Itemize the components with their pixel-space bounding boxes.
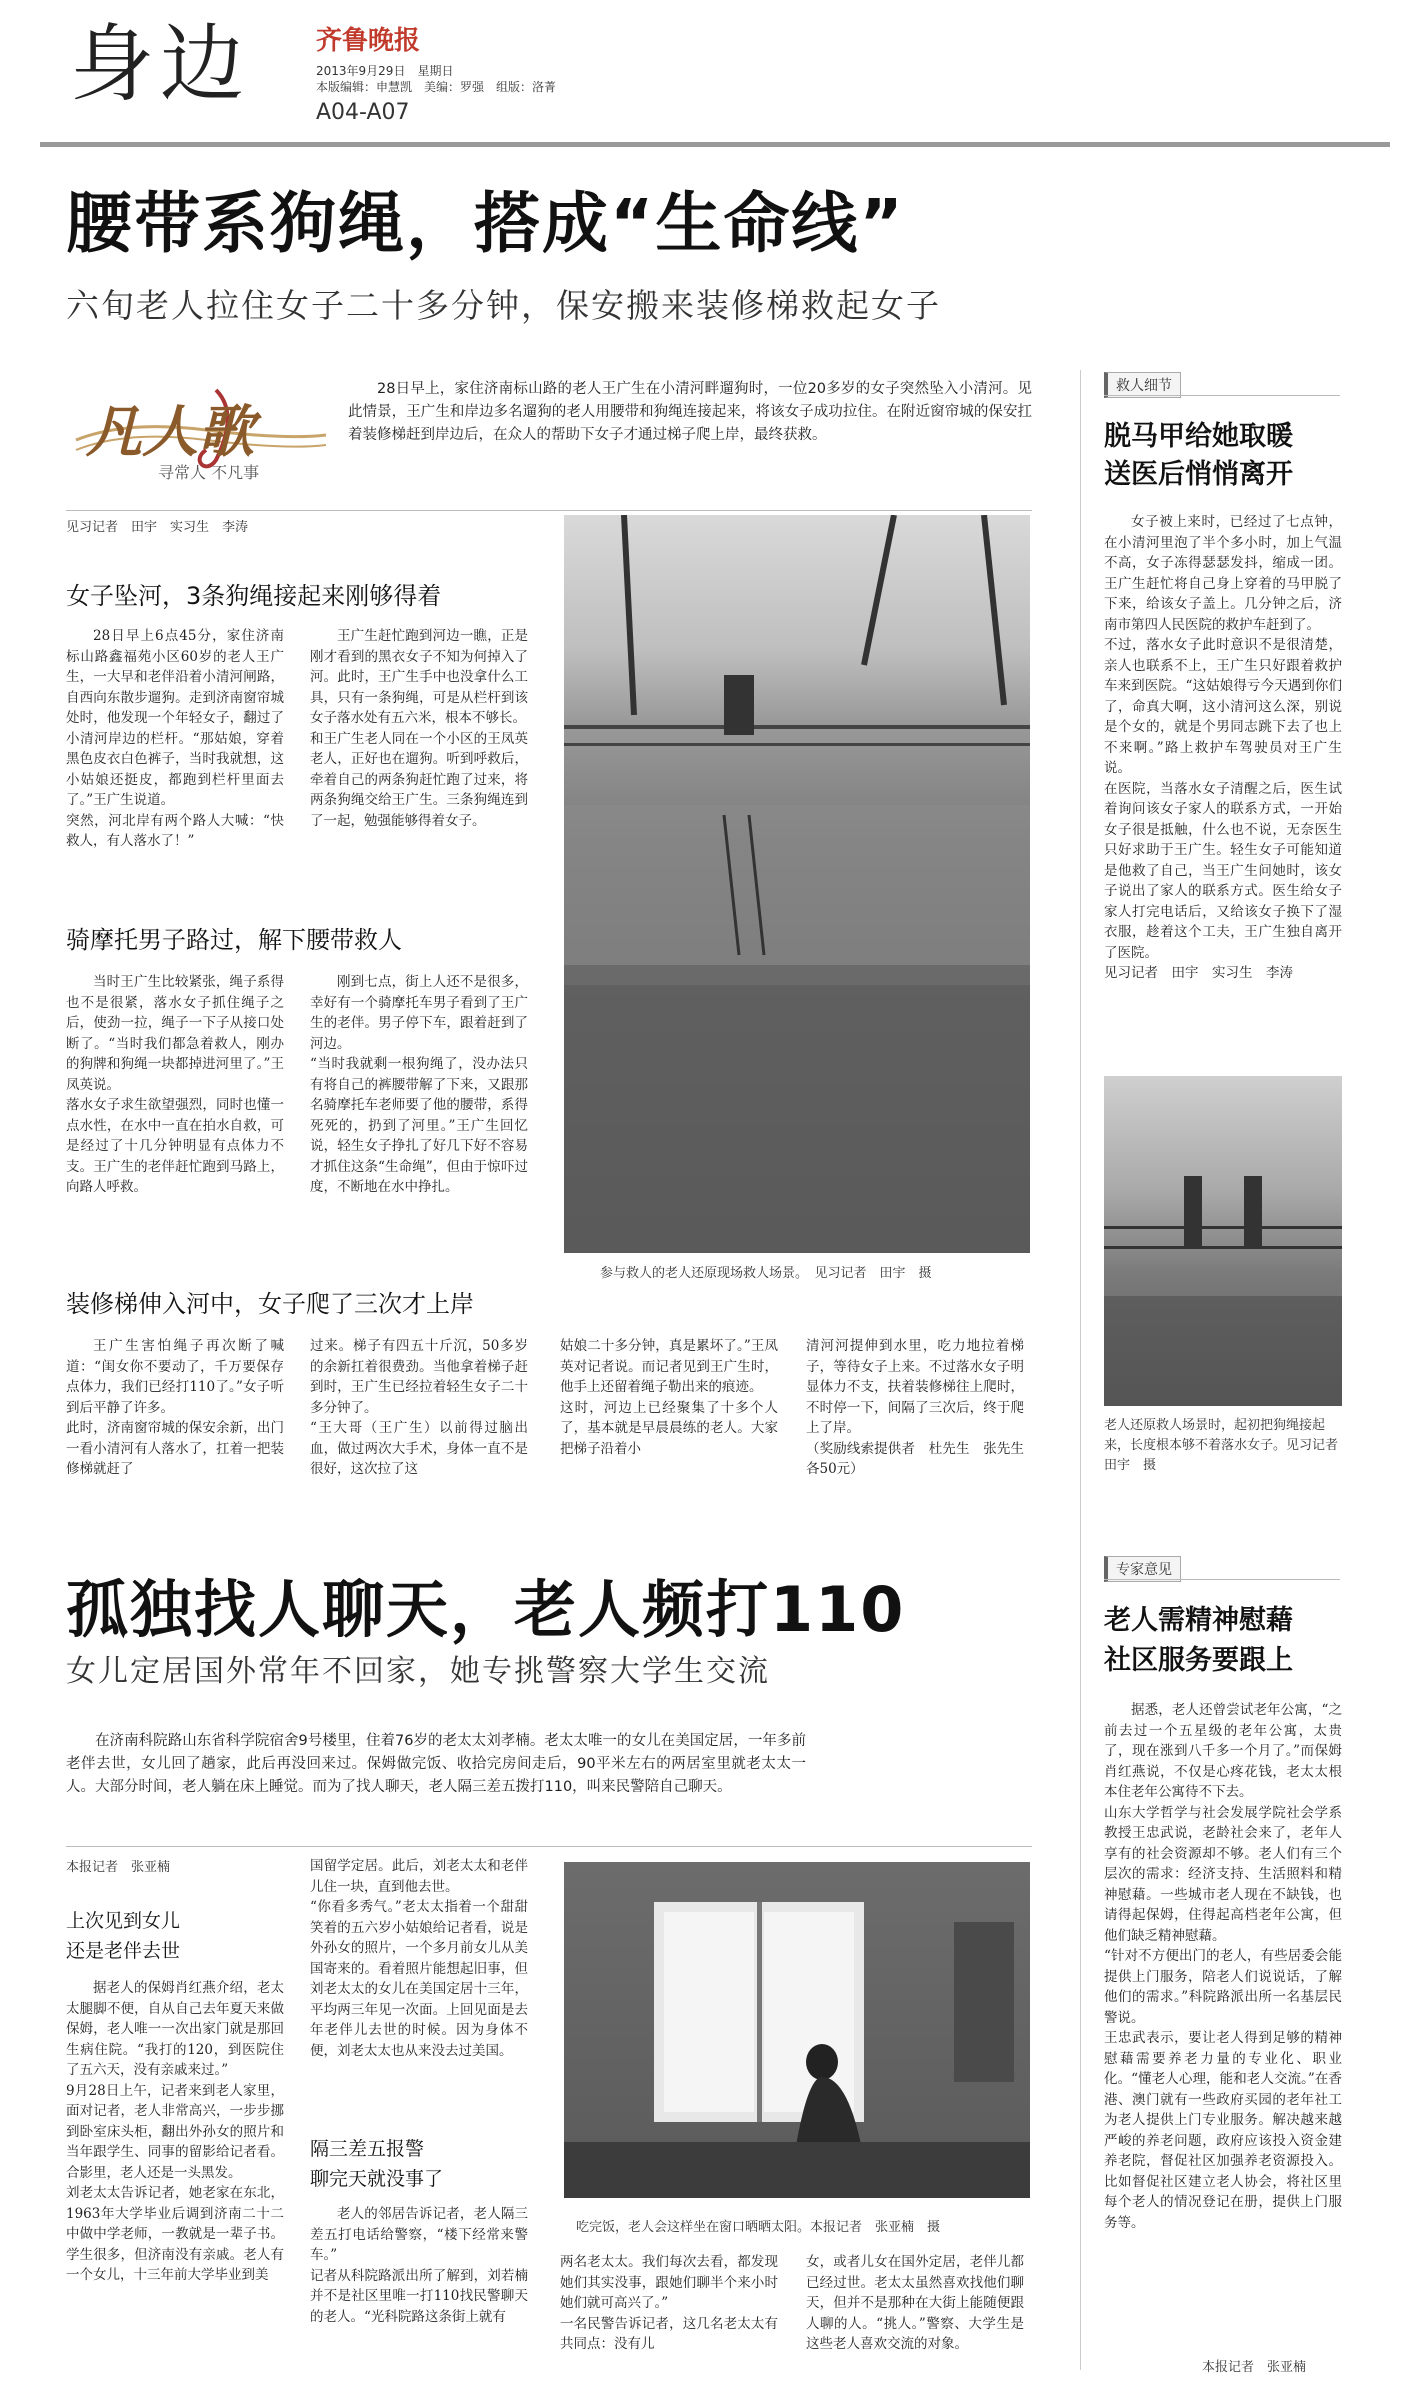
elderly-woman-photo <box>564 1862 1030 2198</box>
sidebar1-photo-caption: 老人还原救人场景时，起初把狗绳接起来，长度根本够不着落水女子。见习记者 田宇 摄 <box>1104 1418 1352 1473</box>
story2-headline: 孤独找人聊天，老人频打110 <box>66 1573 906 1646</box>
story2-lead: 在济南科院路山东省科学院宿舍9号楼里，住着76岁的老太太刘孝楠。老太太唯一的女儿在美国定居，一年多前老伴去世，女儿回了趟家，此后再没回来过。保姆做完饭、收拾完房间走后，90平米左右的两居室里就老太太一人。大部分时间，老人躺在床上睡觉。而为了找人聊天，老人隔三差五拨打110，叫来民警陪自己聊天。 <box>66 1733 806 1795</box>
story2-col2b: 老人的邻居告诉记者，老人隔三差五打电话给警察，“楼下经常来警车。” 记者从科院路派出所了解到，刘若楠并不是社区里唯一打110找民警聊天的老人。“光科院路这条街上就有 <box>310 2206 528 2325</box>
story1-subheadline: 六旬老人拉住女子二十多分钟，保安搬来装修梯救起女子 <box>66 286 941 325</box>
photo-scene-graphic <box>564 1862 1030 2198</box>
story2-byline: 本报记者 张亚楠 <box>66 1860 171 1875</box>
story1-col1b: 当时王广生比较紧张，绳子系得也不是很紧，落水女子抓住绳子之后，使劲一拉，绳子一下子从接口处断了。“当时我们都急着救人，刚办的狗牌和狗绳一块都掉进河里了。”王凤英说。 落水女子求生欲望强烈，同时也懂一点水性，在水中一直在拍水自救，可是经过了十几分钟明显有点体力不支。王广生的老伴赶忙跑到马路上，向路人呼救。 <box>66 974 284 1195</box>
masthead-rule <box>40 142 1390 147</box>
story1-col1a: 28日早上6点45分，家住济南标山路鑫福苑小区60岁的老人王广生，一大早和老伴沿着小清河闸路，自西向东散步遛狗。走到济南窗帘城处时，他发现一个年轻女子，翻过了小清河岸边的栏杆。“那姑娘，穿着黑色皮衣白色裤子，当时我就想，这小姑娘还挺皮，都跑到栏杆里面去了。”王广生说道。 突然，河北岸有两个路人大喊：“快救人，有人落水了！” <box>66 628 284 849</box>
sidebar1-headline-1: 脱马甲给她取暖 <box>1104 421 1293 452</box>
story2-subheadline: 女儿定居国外常年不回家，她专挑警察大学生交流 <box>66 1654 770 1689</box>
story1-subhead-1: 女子坠河，3条狗绳接起来刚够得着 <box>66 582 442 610</box>
rescue-scene-photo <box>564 515 1030 1253</box>
story2-bot3: 两名老太太。我们每次去看，都发现她们其实没事，跟她们聊半个来小时她们就可高兴了。” 一名民警告诉记者，这几名老太太有共同点：没有儿 <box>560 2254 778 2352</box>
column-logo-tagline: 寻常人 不凡事 <box>158 463 260 482</box>
story1-col2a: 王广生赶忙跑到河边一瞧，正是刚才看到的黑衣女子不知为何掉入了河。此时，王广生手中也没拿什么工具，只有一条狗绳，可是从栏杆到该女子落水处有五六米，根本不够长。 和王广生老人同在一个小区的王凤英老人，正好也在遛狗。听到呼救后，牵着自己的两条狗赶忙跑了过来，将两条狗绳交给王广生。三条狗绳连到了一起，勉强能够得着女子。 <box>310 628 528 829</box>
story1-subhead-2: 骑摩托男子路过，解下腰带救人 <box>66 926 402 954</box>
issue-date: 2013年9月29日 星期日 <box>316 64 454 78</box>
photo-scene-graphic <box>1104 1076 1342 1406</box>
story1-lead: 28日早上，家住济南标山路的老人王广生在小清河畔遛狗时，一位20多岁的女子突然坠入小清河。见此情景，王广生和岸边多名遛狗的老人用腰带和狗绳连接起来，将该女子成功拉住。在附近窗帘城的保安扛着装修梯赶到岸边后，在众人的帮助下女子才通过梯子爬上岸，最终获救。 <box>348 381 1032 443</box>
story2-bot4: 女，或者儿女在国外定居，老伴儿都已经过世。老太太虽然喜欢找他们聊天，但并不是那种在大街上能随便跟人聊的人。“挑人。”警察、大学生是这些老人喜欢交流的对象。 <box>806 2254 1024 2352</box>
sidebar1-photo <box>1104 1076 1342 1406</box>
rule <box>1104 395 1340 396</box>
newspaper-brand: 齐鲁晚报 <box>316 26 421 56</box>
rule <box>66 510 1032 511</box>
column-divider <box>1080 370 1081 2370</box>
column-logo <box>66 380 328 490</box>
sidebar2-byline: 本报记者 张亚楠 <box>1202 2360 1307 2375</box>
story2-subhead-2b: 聊完天就没事了 <box>310 2168 444 2190</box>
rule <box>1104 1579 1340 1580</box>
story1-bot2: 过来。梯子有四五十斤沉，50多岁的余新扛着很费劲。当他拿着梯子赶到时，王广生已经拉着轻生女子二十多分钟了。 “王大哥（王广生）以前得过脑出血，做过两次大手术，身体一直不是很好，这次拉了这 <box>310 1338 528 1477</box>
story1-bot3: 姑娘二十多分钟，真是累坏了。”王凤英对记者说。而记者见到王广生时，他手上还留着绳子勒出来的痕迹。 这时，河边上已经聚集了十多个人了，基本就是早晨晨练的老人。大家把梯子沿着小 <box>560 1338 778 1457</box>
sidebar2-headline-2: 社区服务要跟上 <box>1104 1645 1293 1676</box>
story2-col1: 据老人的保姆肖红燕介绍，老太太腿脚不便，自从自己去年夏天来做保姆，老人唯一一次出家门就是那回生病住院。“我打的120，到医院住了五六天，没有亲戚来过。” 9月28日上午，记者来到老人家里，面对记者，老人非常高兴，一步步挪到卧室床头柜，翻出外孙女的照片和当年跟学生、同事的留影给记者看。合影里，老人还是一头黑发。 刘老太太告诉记者，她老家在东北，1963年大学毕业后调到济南二十二中做中学老师，一教就是一辈子书。学生很多，但济南没有亲戚。老人有一个女儿，十三年前大学毕业到美 <box>66 1980 284 2283</box>
story1-byline: 见习记者 田宇 实习生 李涛 <box>66 520 249 535</box>
story1-subhead-3: 装修梯伸入河中，女子爬了三次才上岸 <box>66 1290 474 1318</box>
sidebar2-text: 据悉，老人还曾尝试老年公寓，“之前去过一个五星级的老年公寓，太贵了，现在涨到八千多一个月了。”而保姆肖红燕说，不仅是心疼花钱，老太太根本住老年公寓待不下去。 山东大学哲学与社会发展学院社会学系教授王忠武说，老龄社会来了，老年人享有的社会资源却不够。老人们有三个层次的需求：经济支持、生活照料和精神慰藉。一些城市老人现在不缺钱，也请得起保姆，住得起高档老年公寓，但他们缺乏精神慰藉。 “针对不方便出门的老人，有些居委会能提供上门服务，陪老人们说说话，了解他们的需求。”科院路派出所一名基层民警说。 王忠武表示，要让老人得到足够的精神慰藉需要养老力量的专业化、职业化。“懂老人心理，能和老人交流。”在香港、澳门就有一些政府买园的老年社工为老人提供上门专业服务。解决越来越严峻的养老问题，政府应该投入资金建养老院，督促社区加强养老资源投入。比如督促社区建立老人协会，将社区里每个老人的情况登记在册，提供上门服务等。 <box>1104 1702 1342 2231</box>
sidebar1-text: 女子被上来时，已经过了七点钟，在小清河里泡了半个多小时，加上气温不高，女子冻得瑟瑟发抖，缩成一团。王广生赶忙将自己身上穿着的马甲脱了下来，给该女子盖上。几分钟之后，济南市第四人民医院的救护车赶到了。 不过，落水女子此时意识不是很清楚，亲人也联系不上，王广生只好跟着救护车来到医院。“这姑娘得亏今天遇到你们了，命真大啊，这小清河这么深，别说是个女的，就是个男同志跳下去了也上不来啊。”路上救护车驾驶员对王广生说。 在医院，当落水女子清醒之后，医生试着询问该女子家人的联系方式，一开始女子很是抵触，什么也不说，无奈医生只好求助于王广生。轻生女子可能知道是他救了自己，当王广生问她时，该女子说出了家人的联系方式。医生给女子家人打完电话后，又给该女子换下了湿衣服，趁着这个工夫，王广生独自离开了医院。 见习记者 田宇 实习生 李涛 <box>1104 514 1342 981</box>
story1-bot4: 清河河提伸到水里，吃力地拉着梯子，等待女子上来。不过落水女子明显体力不支，扶着装修梯往上爬时，不时停一下，间隔了三次后，终于爬上了岸。 （奖励线索提供者 杜先生 张先生 各50元） <box>806 1338 1024 1477</box>
sidebar1-headline-2: 送医后悄悄离开 <box>1104 459 1293 490</box>
sidebar1-tag: 救人细节 <box>1104 372 1181 398</box>
sidebar2-headline-1: 老人需精神慰藉 <box>1104 1605 1293 1636</box>
story1-bot1: 王广生害怕绳子再次断了喊道：“闺女你不要动了，千万要保存点体力，我们已经打110了。”女子听到后平静了许多。 此时，济南窗帘城的保安余新，出门一看小清河有人落水了，扛着一把装修梯就赶了 <box>66 1338 284 1477</box>
story1-col2b: 刚到七点，街上人还不是很多，幸好有一个骑摩托车男子看到了王广生的老伴。男子停下车，跟着赶到了河边。 “当时我就剩一根狗绳了，没办法只有将自己的裤腰带解了下来，又跟那名骑摩托车老师要了他的腰带，系得死死的，扔到了河里。”王广生回忆说，轻生女子挣扎了好几下好不容易才抓住这条“生命绳”，但由于惊吓过度，不断地在水中挣扎。 <box>310 974 528 1195</box>
photo-scene-graphic <box>564 515 1030 1253</box>
elderly-photo-caption: 吃完饭，老人会这样坐在窗口晒晒太阳。本报记者 张亚楠 摄 <box>576 2220 941 2235</box>
story2-col2: 国留学定居。此后，刘老太太和老伴儿住一块，直到他去世。 “你看多秀气。”老太太指着一个甜甜笑着的五六岁小姑娘给记者看，说是外孙女的照片，一个多月前女儿从美国寄来的。看着照片能想起旧事，但刘老太太的女儿在美国定居十三年，平均两三年见一次面。上回见面是去年老伴儿去世的时候。因为身体不便，刘老太太也从来没去过美国。 <box>310 1858 528 2059</box>
rule <box>66 1846 1032 1847</box>
section-title: 身边 <box>70 15 251 113</box>
rescue-photo-caption: 参与救人的老人还原现场救人场景。 见习记者 田宇 摄 <box>600 1266 932 1281</box>
editor-credits: 本版编辑：申慧凯 美编：罗强 组版：洛菁 <box>316 80 557 94</box>
story2-subhead-1a: 上次见到女儿 <box>66 1910 181 1932</box>
story2-subhead-1b: 还是老伴去世 <box>66 1940 181 1962</box>
sidebar2-tag: 专家意见 <box>1104 1556 1181 1582</box>
column-logo-title: 凡人歌 <box>86 399 254 465</box>
story2-subhead-2a: 隔三差五报警 <box>310 2138 425 2160</box>
story1-headline: 腰带系狗绳，搭成“生命线” <box>66 185 905 262</box>
page-range: A04-A07 <box>316 100 410 125</box>
